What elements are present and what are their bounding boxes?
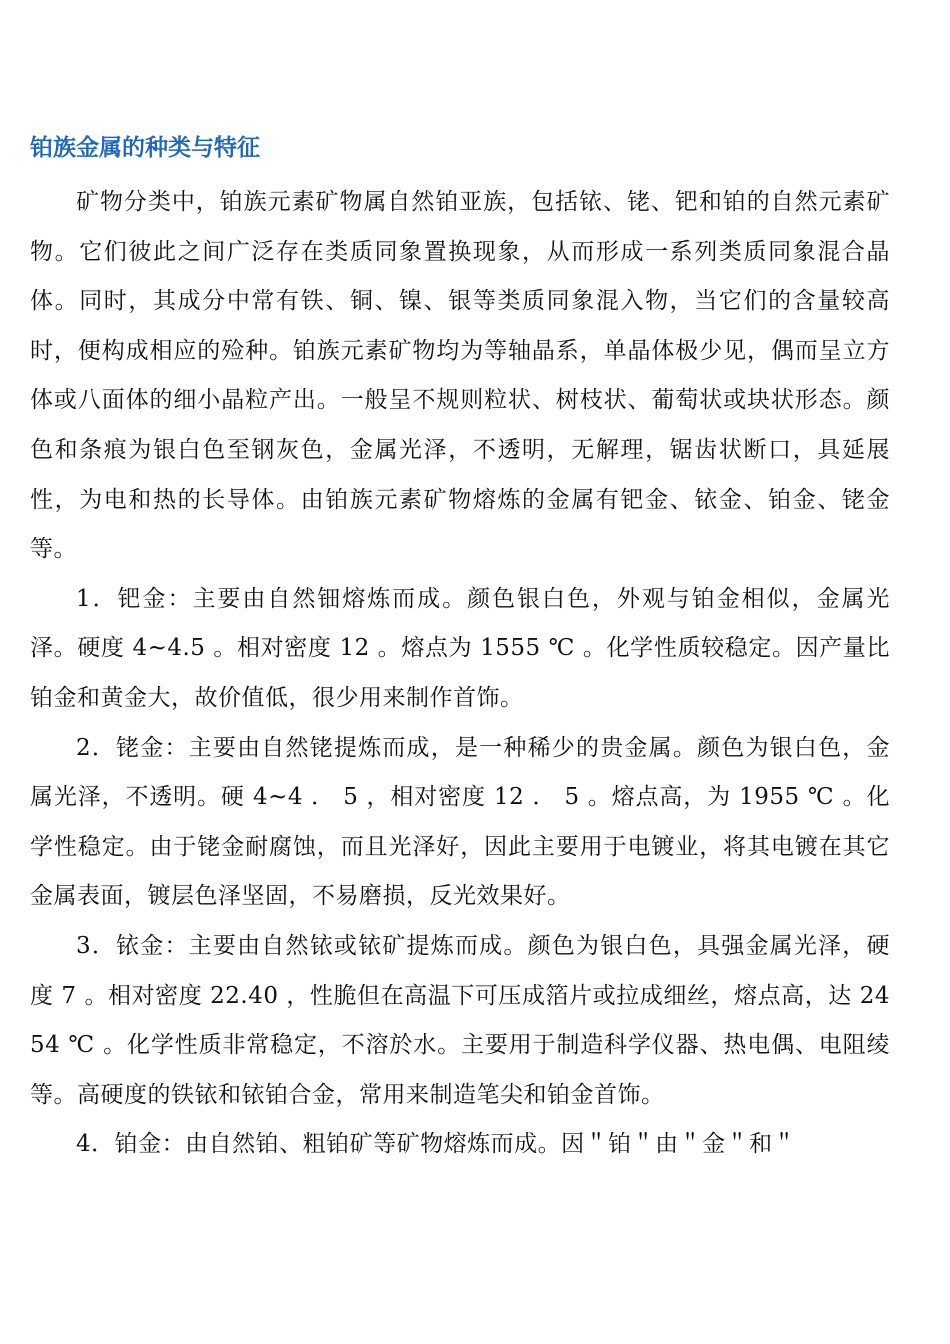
document-title: 铂族金属的种类与特征: [30, 135, 260, 161]
paragraph-platinum: 4．铂金：由自然铂、粗铂矿等矿物熔炼而成。因＂铂＂由＂金＂和＂: [76, 1131, 797, 1158]
paragraph-intro: 矿物分类中，铂族元素矿物属自然铂亚族，包括铱、铑、钯和铂的自然元素矿物。它们彼此之间广泛存在类质同象置换现象，从而形成一系列类质同象混合晶体。同时，其成分中常有铁、铜、镍、银等类质同象混入物，当它们的含量较高时，便构成相应的殓种。铂族元素矿物均为等轴晶系，单晶体极少见，偶而呈立方体或八面体的细小晶粒产出。一般呈不规则粒状、树枝状、葡萄状或块状形态。颜色和条痕为银白色至钢灰色，金属光泽，不透明，无解理，锯齿状断口，具延展性，为电和热的长导体。由铂族元素矿物熔炼的金属有钯金、铱金、铂金、铑金等。: [30, 189, 890, 563]
document-page: [30, 128, 890, 1170]
paragraph-palladium: 1．钯金：主要由自然钿熔炼而成。颜色银白色，外观与铂金相似，金属光泽。硬度 4~4.5 。相对密度 12 。熔点为 1555 ℃ 。化学性质较稳定。因产量比铂金和黄金大，故价值低，很少用来制作首饰。: [30, 585, 890, 711]
paragraph-rhodium: 2．铑金：主要由自然铑提炼而成，是一种稀少的贵金属。颜色为银白色，金属光泽，不透明。硬 4~4 ． 5 ，相对密度 12 ． 5 。熔点高，为 1955 ℃ 。化学性稳定。由于铑金耐腐蚀，而且光泽好，因此主要用于电镀业，将其电镀在其它金属表面，镀层色泽坚固，不易磨损，反光效果好。: [30, 734, 890, 910]
paragraph-iridium: 3．铱金：主要由自然铱或铱矿提炼而成。颜色为银白色，具强金属光泽，硬度 7 。相对密度 22.40 ，性脆但在高温下可压成箔片或拉成细丝，熔点高，达 2454 ℃ 。化学性质非常稳定，不溶於水。主要用于制造科学仪器、热电偶、电阻绫等。高硬度的铁铱和铱铂合金，常用来制造笔尖和铂金首饰。: [30, 932, 890, 1108]
